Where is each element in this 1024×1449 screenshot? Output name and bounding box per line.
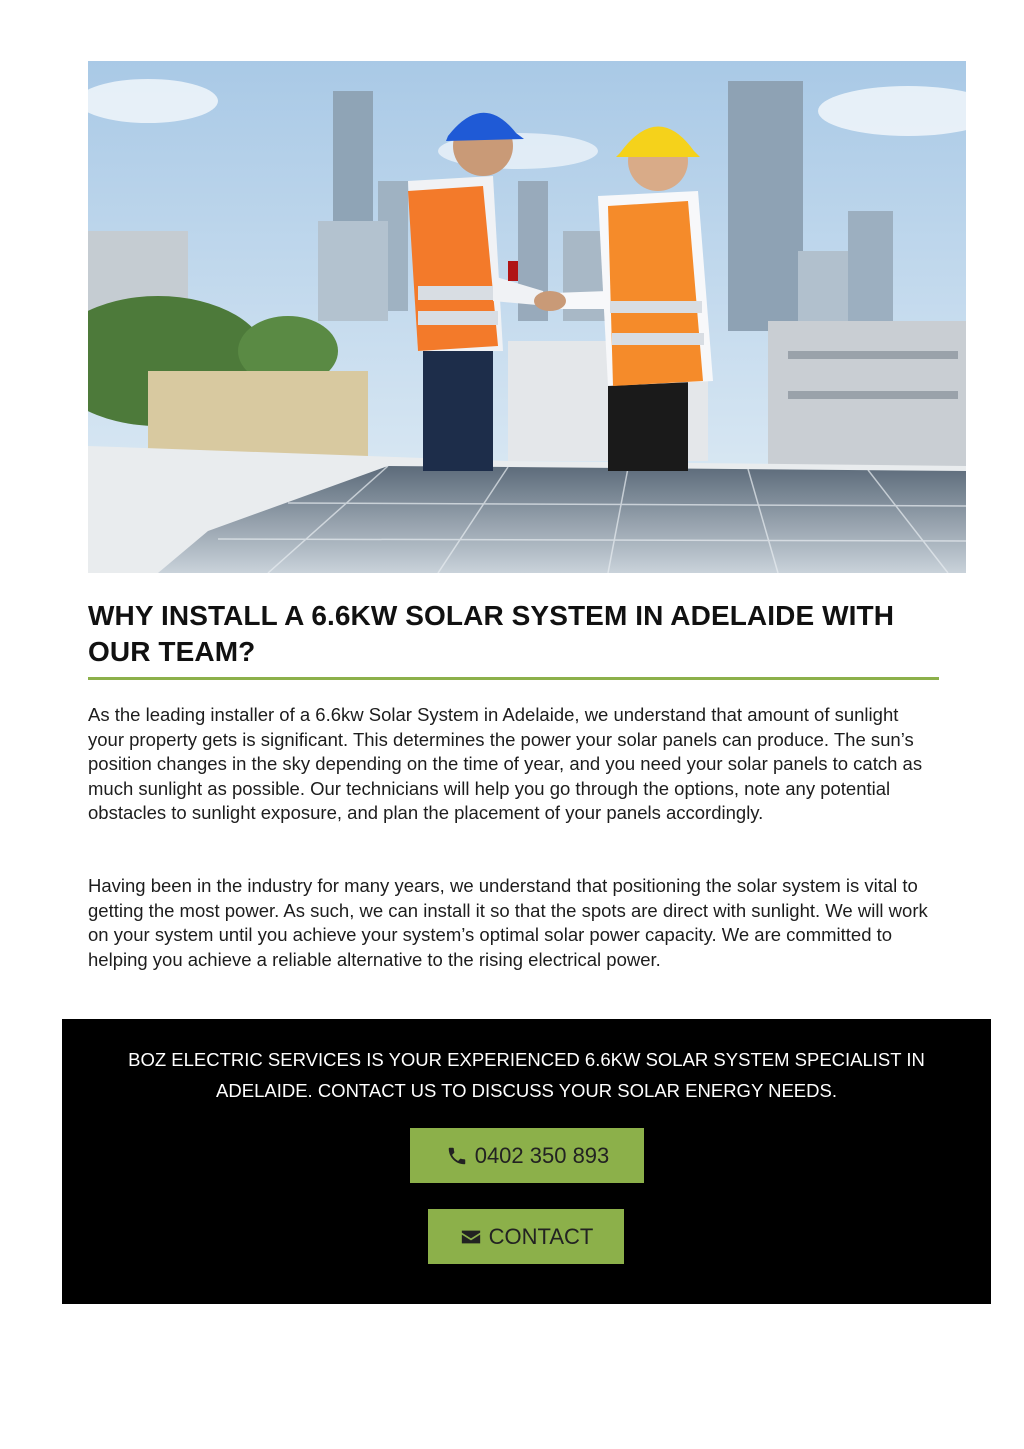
- cta-section: [62, 1019, 991, 1304]
- phone-button-label: 0402 350 893: [474, 1142, 610, 1168]
- contact-button-label: CONTACT: [488, 1223, 594, 1249]
- section-heading: WHY INSTALL A 6.6KW SOLAR SYSTEM IN ADELAIDE WITH OUR TEAM?: [88, 600, 895, 667]
- phone-button[interactable]: [410, 1128, 644, 1183]
- hero-illustration: [88, 61, 966, 573]
- heading-divider: [88, 677, 939, 680]
- cta-text: BOZ ELECTRIC SERVICES IS YOUR EXPERIENCED 6.6KW SOLAR SYSTEM SPECIALIST IN ADELAIDE. CONTACT US TO DISCUSS YOUR SOLAR ENERGY NEEDS.: [128, 1049, 925, 1101]
- phone-icon: [445, 1144, 469, 1168]
- envelope-icon: [459, 1225, 483, 1249]
- body-paragraph: Having been in the industry for many years, we understand that positioning the solar system is vital to getting the most power. As such, we can install it so that the spots are direct with sunlight. We will work on your system until you achieve your system’s optimal solar power capacity. We are committed to helping you achieve a reliable alternative to the rising electrical power.: [88, 875, 928, 970]
- hero-image: [88, 61, 966, 573]
- contact-button[interactable]: [428, 1209, 624, 1264]
- body-paragraph: As the leading installer of a 6.6kw Solar System in Adelaide, we understand that amount of sunlight your property gets is significant. This determines the power your solar panels can produce. The sun’s position changes in the sky depending on the time of year, and you need your solar panels to catch as much sunlight as possible. Our technicians will help you go through the options, note any potential obstacles to sunlight exposure, and plan the placement of your panels accordingly.: [88, 704, 923, 823]
